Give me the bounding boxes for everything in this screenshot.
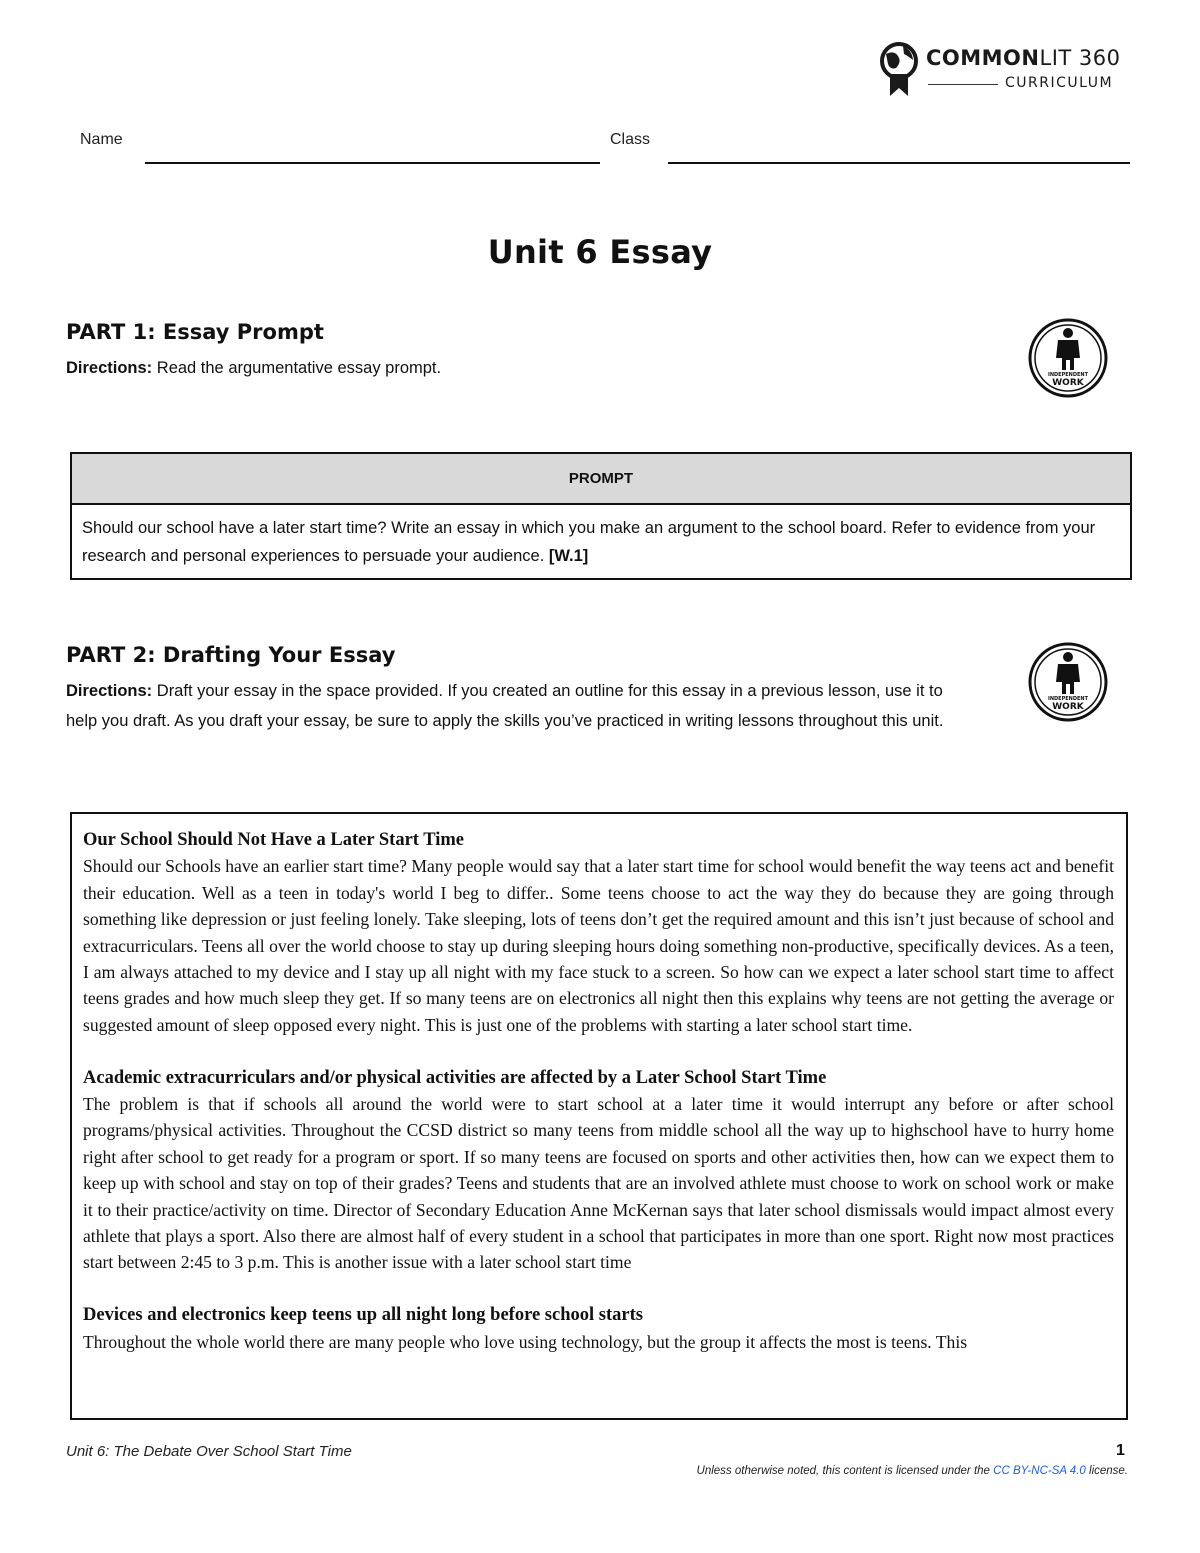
globe-bookmark-icon: [876, 40, 922, 98]
class-field[interactable]: [668, 162, 1130, 164]
essay-paragraph: The problem is that if schools all around the world were to start school at a later time it would interrupt any before or after school programs/physical activities. Throughout the CCSD district so many teens from middle school all the way up to highschool have to hurry home right after school to get ready for a program or sport. If so many teens are focused on sports and other activities then, how can we expect them to keep up with school and stay on top of their grades? Teens and students that are an involved athlete must choose to work on school work or make it to their practice/activity on time. Director of Secondary Education Anne McKernan says that later school dismissals would impact almost every athlete that plays a sport. Also there are almost half of every student in a school that participates in more than one sport. Right now most practices start between 2:45 to 3 p.m. This is another issue with a later school start time: [83, 1094, 1114, 1273]
class-label: Class: [610, 131, 651, 148]
prompt-text: Should our school have a later start time? Write an essay in which you make an argument to the school board. Refer to evidence from your research and personal experiences to persuade your audience. [W.1]: [82, 519, 1096, 565]
independent-work-badge: [1028, 318, 1108, 398]
page-title: Unit 6 Essay: [487, 233, 713, 271]
essay-section-heading: Our School Should Not Have a Later Start Time: [83, 830, 464, 850]
logo-subtitle: CURRICULUM: [1005, 75, 1114, 91]
license-notice: Unless otherwise noted, this content is licensed under the CC BY-NC-SA 4.0 license.: [696, 1465, 1128, 1477]
prompt-header: PROMPT: [72, 454, 1130, 505]
essay-paragraph: Throughout the whole world there are many people who love using technology, but the group it affects the most is teens. This: [83, 1331, 968, 1352]
svg-text:WORK: WORK: [1052, 378, 1084, 388]
prompt-table: [70, 452, 1132, 580]
independent-work-icon: [1028, 642, 1108, 722]
essay-section-heading: Devices and electronics keep teens up all night long before school starts: [83, 1305, 643, 1326]
logo-wordmark: COMMONLIT 360: [926, 46, 1121, 70]
part1-directions: Directions: Read the argumentative essay prompt.: [66, 359, 442, 377]
license-link[interactable]: CC BY-NC-SA 4.0: [993, 1465, 1086, 1477]
essay-section-heading: Academic extracurriculars and/or physical activities are affected by a Later School Start Time: [83, 1067, 827, 1088]
part2-directions: Directions: Draft your essay in the space provided. If you created an outline for this essay in a previous lesson, use it to help you draft. As you draft your essay, be sure to apply the skills you’ve practiced in writing lessons throughout this unit.: [66, 682, 944, 730]
page-number: 1: [1116, 1442, 1125, 1459]
essay-response-box[interactable]: [70, 812, 1128, 1420]
name-field[interactable]: [145, 162, 600, 164]
independent-work-badge: [1028, 642, 1108, 722]
independent-work-icon: [1028, 318, 1108, 398]
commonlit-logo: [876, 38, 1136, 100]
part1-heading: PART 1: Essay Prompt: [66, 320, 324, 344]
footer-unit-title: Unit 6: The Debate Over School Start Time: [66, 1443, 352, 1460]
svg-text:INDEPENDENT: INDEPENDENT: [1047, 372, 1089, 378]
svg-text:INDEPENDENT: INDEPENDENT: [1047, 696, 1089, 702]
essay-paragraph: Should our Schools have an earlier start time? Many people would say that a later start time for school would benefit the way teens act and benefit their education. Well as a teen in today's world I beg to differ.. Some teens choose to act the way they do because they are going through something like depression or just feeling lonely. Take sleeping, lots of teens don’t get the required amount and this isn’t just because of school and extracurriculars. Teens all over the world choose to stay up during sleeping hours doing something non-productive, specifically devices. As a teen, I am always attached to my device and I stay up all night with my face stuck to a screen. So how can we expect a later school start time to affect teens grades and how much sleep they get. If so many teens are on electronics all night then this explains why teens are not getting the average or suggested amount of sleep opposed every night. This is just one of the problems with starting a later school start time.: [83, 856, 1114, 1035]
part2-heading: PART 2: Drafting Your Essay: [66, 643, 396, 667]
svg-text:WORK: WORK: [1052, 702, 1084, 712]
name-label: Name: [80, 131, 123, 148]
